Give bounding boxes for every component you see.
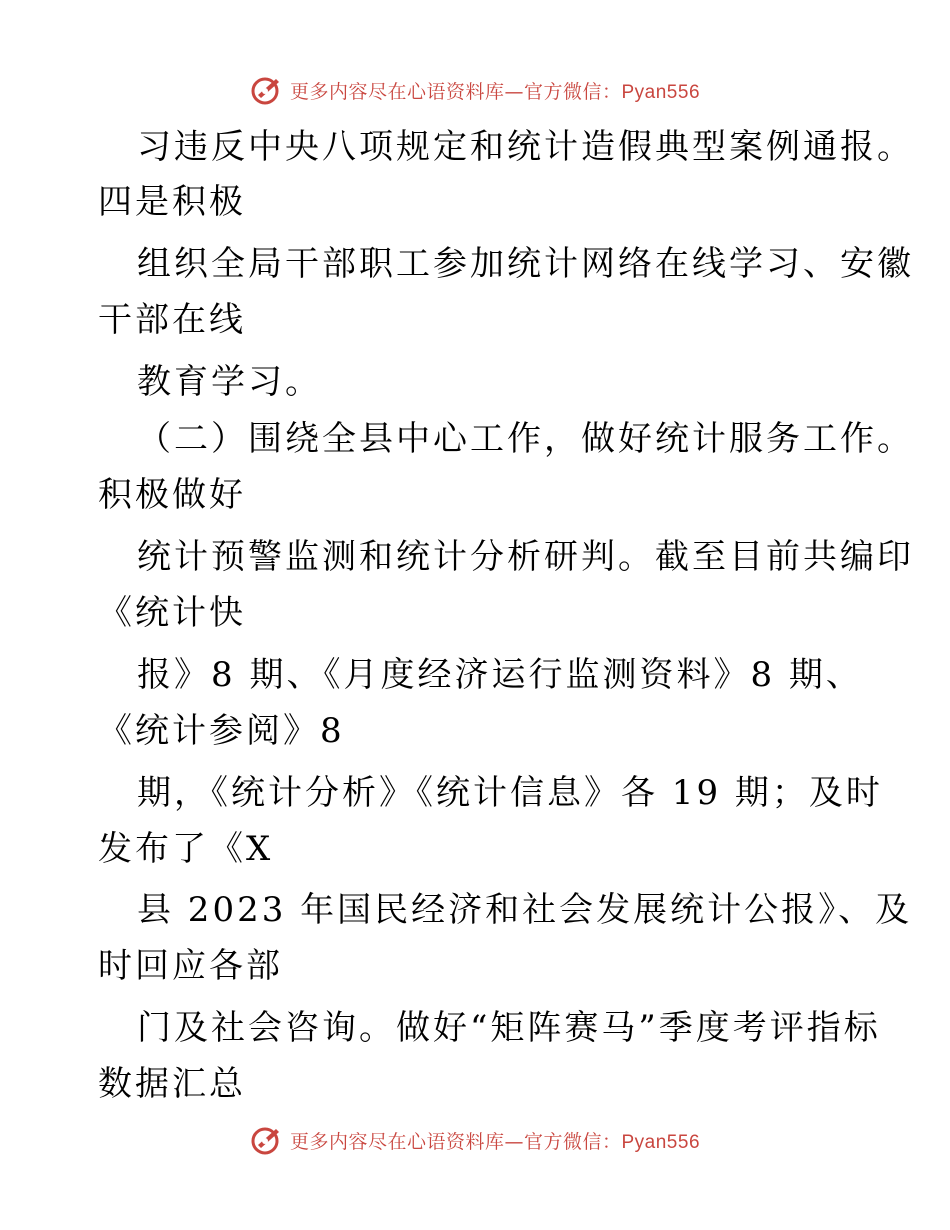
body-line: 数据汇总 [98, 1064, 246, 1104]
body-line: 积极做好 [98, 475, 246, 515]
pen-logo-icon [250, 1123, 284, 1157]
header-banner-text: 更多内容尽在心语资料库 [289, 80, 505, 103]
body-line: 报》8 期、《月度经济运行监测资料》8 期、 [137, 655, 863, 695]
body-line: 门及社会咨询。做好“矩阵赛马”季度考评指标 [137, 1008, 881, 1048]
body-line: 组织全局干部职工参加统计网络在线学习、安徽 [137, 244, 914, 284]
body-line: 习违反中央八项规定和统计造假典型案例通报。 [137, 127, 914, 167]
body-line: （二）围绕全县中心工作，做好统计服务工作。 [137, 419, 914, 459]
footer-banner-wechat-id: Pyan556 [621, 1131, 701, 1153]
body-line: 时回应各部 [98, 946, 283, 986]
body-line: 四是积极 [98, 182, 246, 222]
header-banner-separator: — [504, 80, 524, 103]
pen-logo-icon [250, 73, 284, 107]
body-line: 干部在线 [98, 300, 246, 340]
body-line: 《统计快 [98, 593, 246, 633]
body-line: 《统计参阅》8 [98, 711, 345, 751]
body-line: 期，《统计分析》《统计信息》各 19 期；及时 [137, 773, 883, 813]
body-line: 发布了《X [98, 829, 274, 869]
footer-banner [0, 1120, 950, 1160]
header-banner-suffix: 官方微信： [523, 80, 622, 103]
footer-banner-suffix: 官方微信： [523, 1130, 622, 1153]
header-banner [0, 70, 950, 110]
body-line: 统计预警监测和统计分析研判。截至目前共编印 [137, 537, 914, 577]
header-banner-wechat-id: Pyan556 [621, 81, 701, 103]
footer-banner-separator: — [504, 1130, 524, 1153]
body-line: 县 2023 年国民经济和社会发展统计公报》、及 [137, 890, 913, 930]
body-line: 教育学习。 [137, 362, 322, 402]
footer-banner-text: 更多内容尽在心语资料库 [289, 1130, 505, 1153]
